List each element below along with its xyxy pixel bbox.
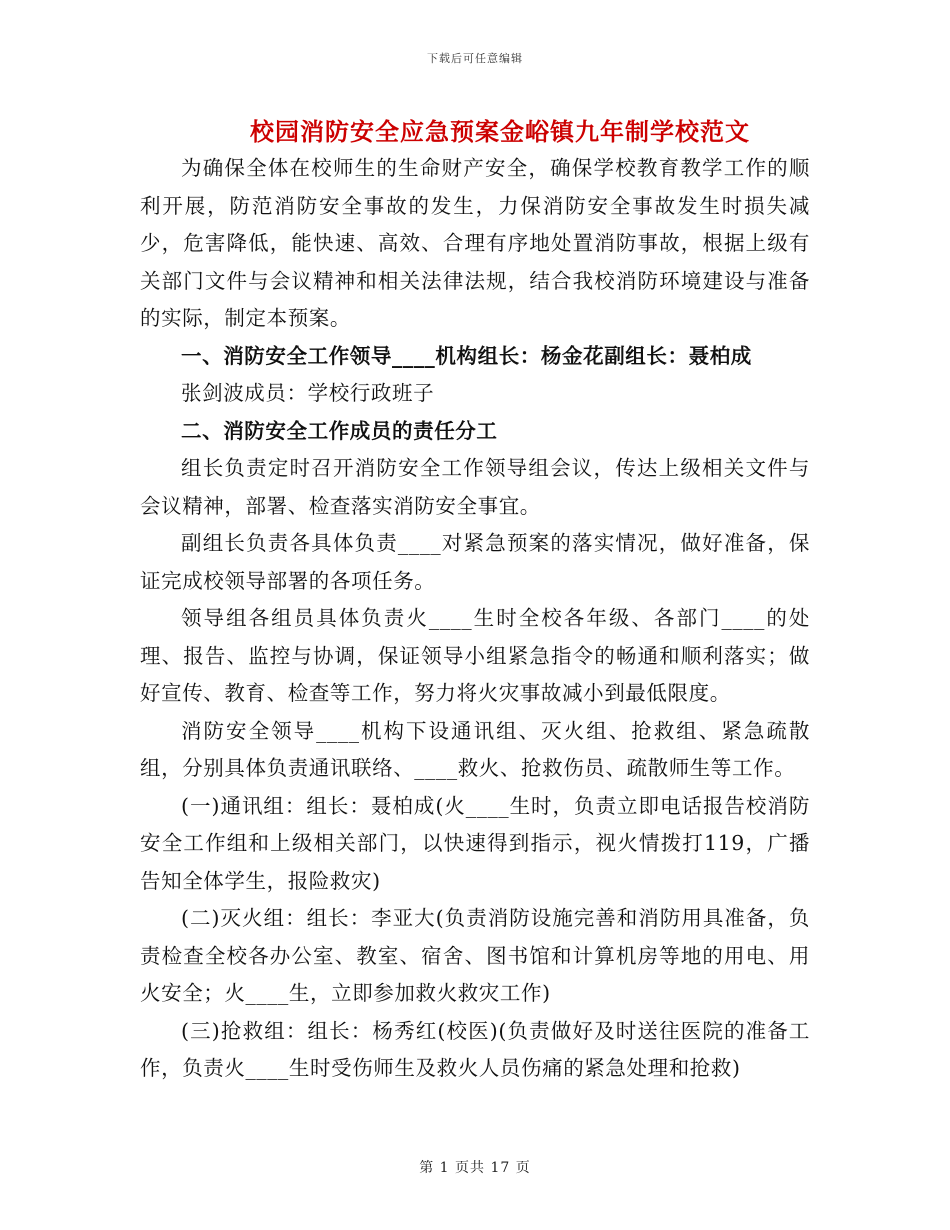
document-title: 校园消防安全应急预案金峪镇九年制学校范文 [250, 117, 750, 146]
paragraph-subgroups: 消防安全领导____机构下设通讯组、灭火组、抢救组、紧急疏散组，分别具体负责通讯联络、____救火、抢救伤员、疏散师生等工作。 [140, 718, 810, 780]
page-header-note: 下载后可任意编辑 [427, 52, 523, 65]
paragraph-rescue-group: (三)抢救组：组长：杨秀红(校医)(负责做好及时送往医院的准备工作，负责火____生时受伤师生及救火人员伤痛的紧急处理和抢救) [140, 1018, 810, 1080]
page-number: 第 1 页共 17 页 [419, 1160, 531, 1176]
heading-responsibilities: 二、消防安全工作成员的责任分工 [181, 418, 498, 443]
document-body [140, 150, 810, 1088]
paragraph-communication-group: (一)通讯组：组长：聂柏成(火____生时，负责立即电话报告校消防安全工作组和上级相关部门，以快速得到指示，视火情拨打119，广播告知全体学生，报险救灾) [140, 793, 810, 893]
paragraph-firefighting-group: (二)灭火组：组长：李亚大(负责消防设施完善和消防用具准备，负责检查全校各办公室、教室、宿舍、图书馆和计算机房等地的用电、用火安全；火____生，立即参加救火救灾工作) [140, 906, 810, 1005]
paragraph-members: 张剑波成员：学校行政班子 [181, 381, 435, 405]
paragraph-leader-duty: 组长负责定时召开消防安全工作领导组会议，传达上级相关文件与会议精神，部署、检查落实消防安全事宜。 [140, 456, 810, 518]
paragraph-deputy-duty: 副组长负责各具体负责____对紧急预案的落实情况，做好准备，保证完成校领导部署的各项任务。 [140, 531, 810, 593]
paragraph-member-duty: 领导组各组员具体负责火____生时全校各年级、各部门____的处理、报告、监控与协调，保证领导小组紧急指令的畅通和顺利落实；做好宣传、教育、检查等工作，努力将火灾事故减小到最低限度。 [140, 606, 810, 705]
paragraph-intro: 为确保全体在校师生的生命财产安全，确保学校教育教学工作的顺利开展，防范消防安全事故的发生，力保消防安全事故发生时损失减少，危害降低，能快速、高效、合理有序地处置消防事故，根据上级有关部门文件与会议精神和相关法律法规，结合我校消防环境建设与准备的实际，制定本预案。 [140, 156, 810, 330]
heading-leadership: 一、消防安全工作领导____机构组长：杨金花副组长：聂柏成 [181, 343, 752, 368]
